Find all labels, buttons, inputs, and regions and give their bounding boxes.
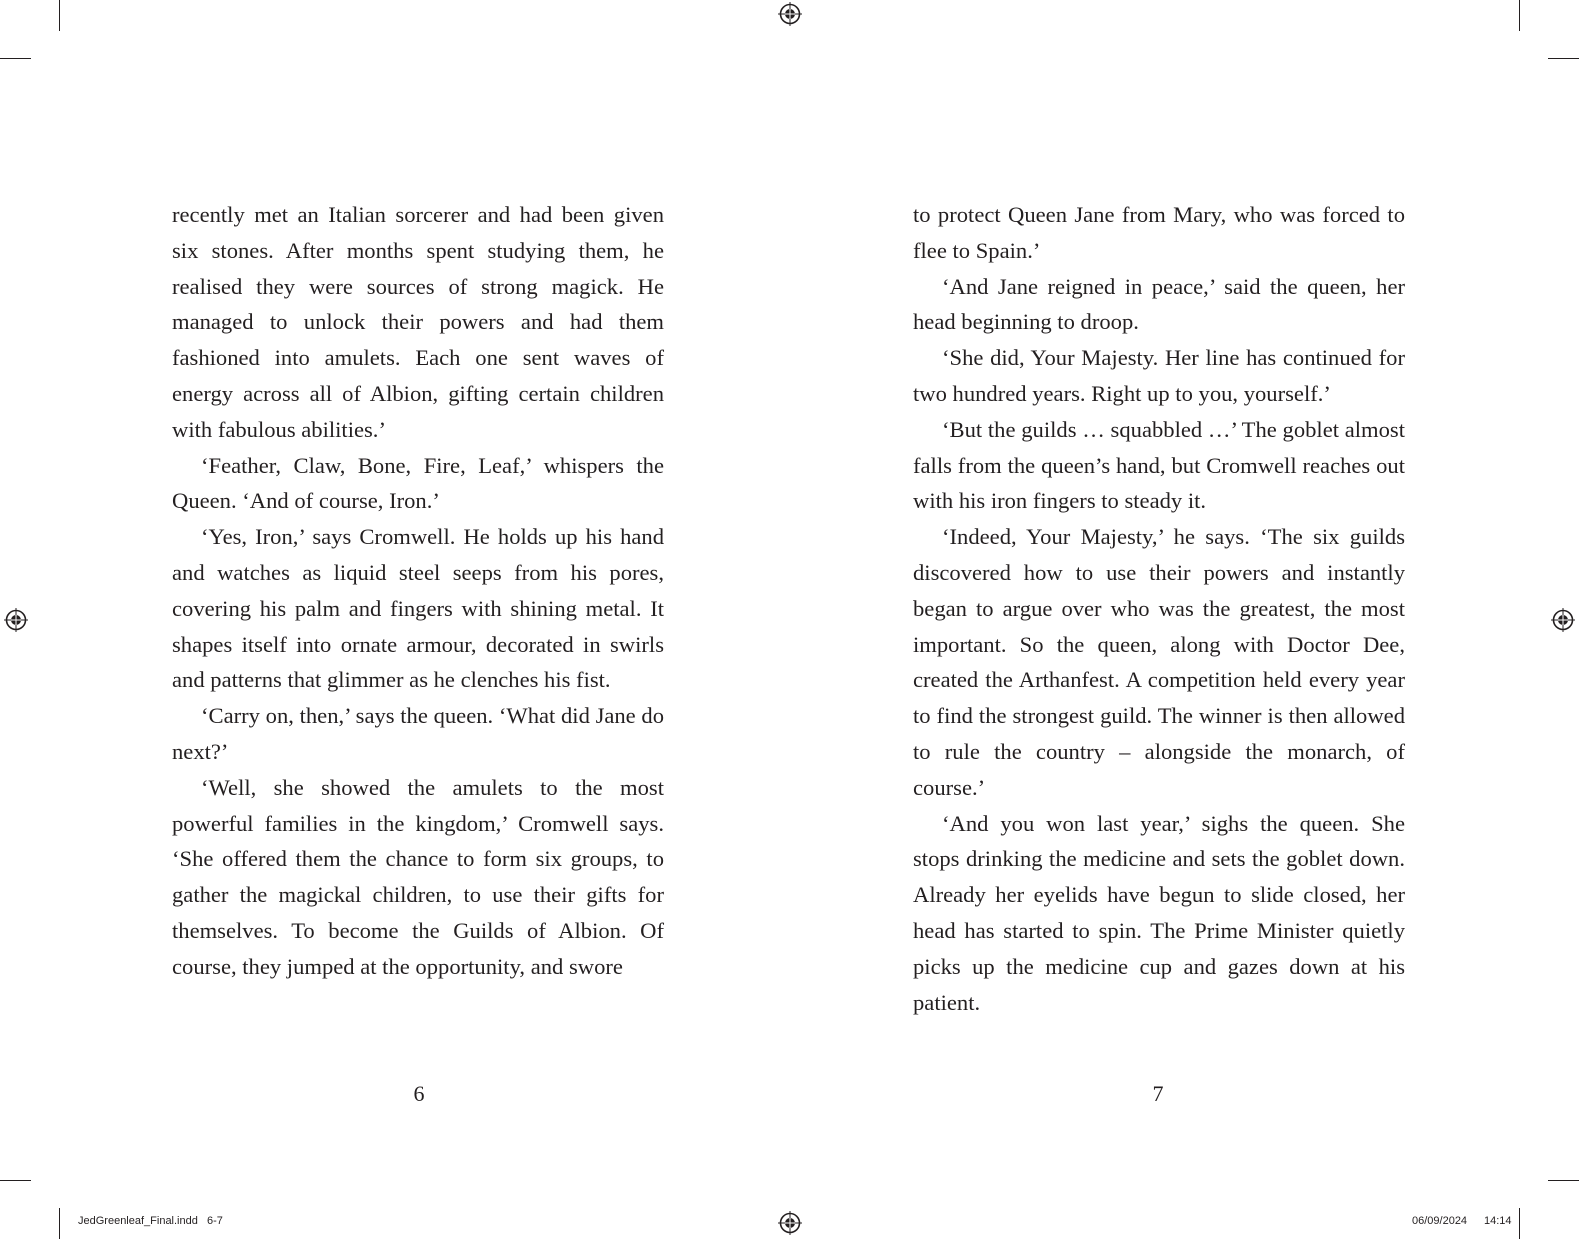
crop-mark-bottom-right-h: [1548, 1180, 1579, 1181]
paragraph: ‘Indeed, Your Majesty,’ he says. ‘The six guilds discovered how to use their powers and instantly began to argue over who was the greatest, the most important. So the queen, along with Doctor Dee, created the Arthanfest. A competition held every year to find the strongest guild. The winner is then allowed to rule the country – alongside the monarch, of course.’: [913, 524, 1405, 800]
registration-mark-left-icon: [4, 608, 28, 632]
crop-mark-top-left-h: [0, 58, 31, 59]
crop-mark-bottom-right: [1519, 1208, 1520, 1239]
right-page-body: [913, 197, 1405, 1020]
page-number-right: 7: [1152, 1081, 1164, 1106]
page-number-left: 6: [413, 1081, 425, 1106]
crop-mark-top-right: [1519, 0, 1520, 31]
registration-mark-top-icon: [778, 2, 802, 26]
slug-filename: JedGreenleaf_Final.indd 6-7: [78, 1215, 223, 1227]
crop-mark-bottom-left: [59, 1208, 60, 1239]
paragraph: ‘And you won last year,’ sighs the queen. She stops drinking the medicine and sets the goblet down. Already her eyelids have begun to slide closed, her head has started to spin. The Prime Minister quietly picks up the medicine cup and gazes down at his patient.: [913, 810, 1405, 1015]
paragraph: ‘And Jane reigned in peace,’ said the queen, her head beginning to droop.: [913, 273, 1405, 335]
paragraph: ‘Yes, Iron,’ says Cromwell. He holds up his hand and watches as liquid steel seeps from his pores, covering his palm and fingers with shining metal. It shapes itself into ornate armour, decorated in swirls and patterns that glimmer as he clenches his fist.: [172, 524, 664, 693]
crop-mark-top-right-h: [1548, 58, 1579, 59]
crop-mark-top-left: [59, 0, 60, 31]
left-page-body: [172, 197, 664, 985]
paragraph: recently met an Italian sorcerer and had been given six stones. After months spent studying them, he realised they were sources of strong magick. He managed to unlock their powers and had them fashioned into amulets. Each one sent waves of energy across all of Albion, gifting certain children with fabulous abilities.’: [172, 202, 664, 442]
paragraph: ‘Carry on, then,’ says the queen. ‘What did Jane do next?’: [172, 703, 664, 764]
crop-mark-bottom-left-h: [0, 1180, 31, 1181]
paragraph: ‘Feather, Claw, Bone, Fire, Leaf,’ whispers the Queen. ‘And of course, Iron.’: [172, 452, 664, 514]
slug-time: 14:14: [1484, 1215, 1512, 1227]
registration-mark-bottom-icon: [778, 1211, 802, 1235]
paragraph: ‘But the guilds … squabbled …’ The goblet almost falls from the queen’s hand, but Cromwell reaches out with his iron fingers to steady it.: [913, 416, 1405, 514]
registration-mark-right-icon: [1551, 608, 1575, 632]
paragraph: to protect Queen Jane from Mary, who was forced to flee to Spain.’: [913, 202, 1405, 263]
paragraph: ‘She did, Your Majesty. Her line has continued for two hundred years. Right up to you, yourself.’: [913, 345, 1405, 406]
paragraph: ‘Well, she showed the amulets to the most powerful families in the kingdom,’ Cromwell says. ‘She offered them the chance to form six groups, to gather the magickal children, to use their gifts for themselves. To become the Guilds of Albion. Of course, they jumped at the opportunity, and swore: [172, 774, 664, 979]
slug-date: 06/09/2024: [1412, 1215, 1468, 1227]
